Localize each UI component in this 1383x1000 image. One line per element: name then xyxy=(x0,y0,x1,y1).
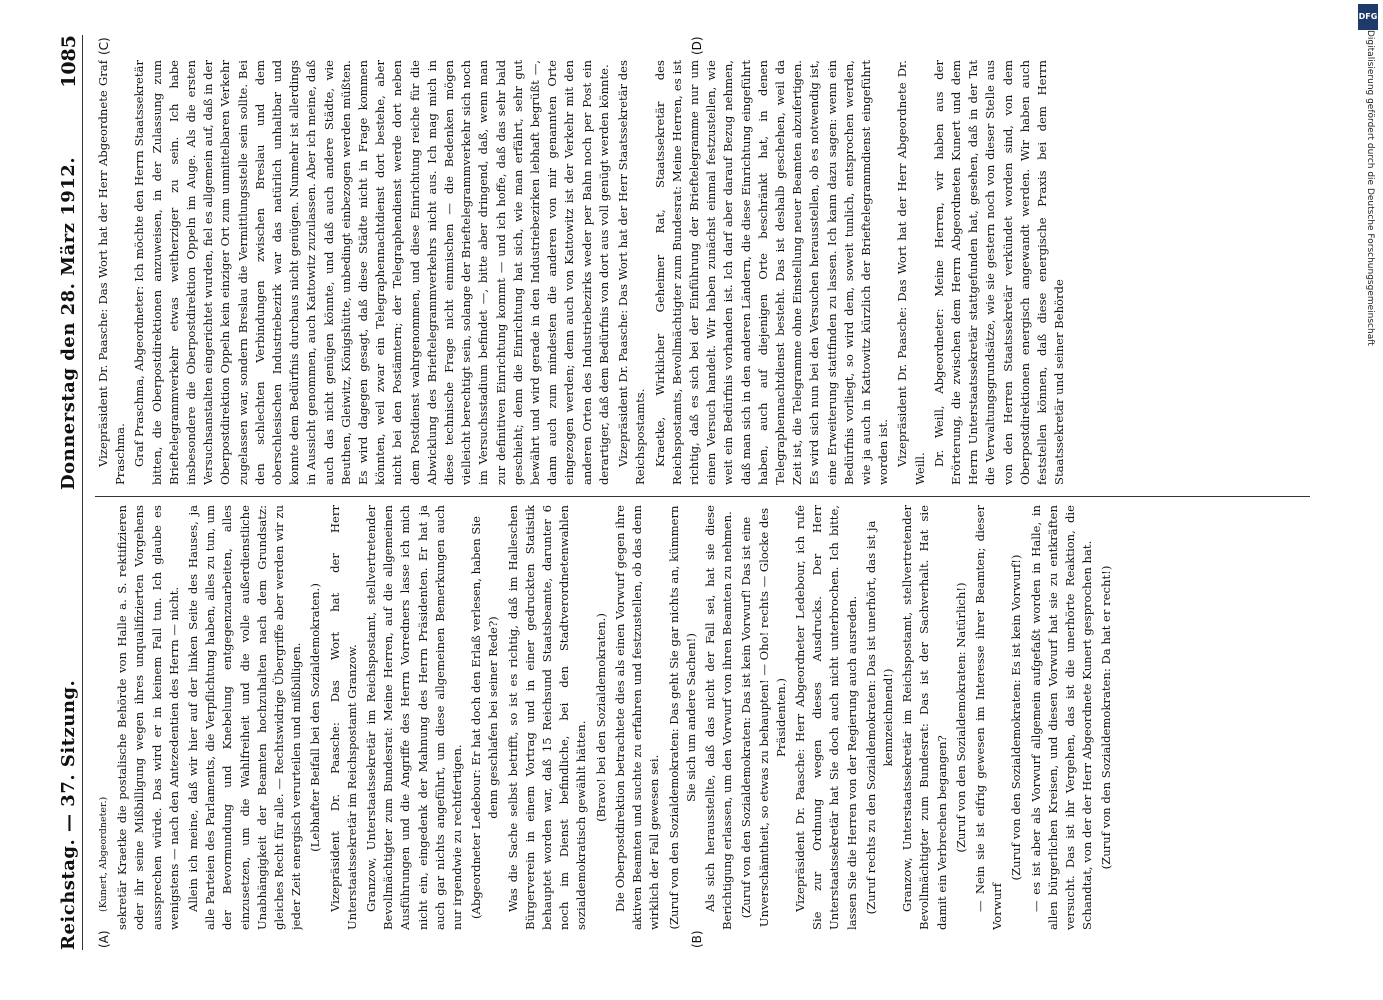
paragraph: Vizepräsident Dr. Paasche: Das Wort hat der Herr Unterstaatssekretär im Reichspostamt Granzow. xyxy=(327,505,359,930)
page-header xyxy=(58,35,83,950)
paragraph: Die Oberpostdirektion betrachtete dies als einen Vorwurf gegen ihre aktiven Beamten und suchte zu erfahren und festzustellen, ob das denn wirklich der Fall gewesen sei. xyxy=(612,505,662,930)
column-divider xyxy=(95,496,1310,497)
right-text-column xyxy=(95,60,1335,485)
paragraph: Dr. Weill, Abgeordneter: Meine Herren, wir haben aus der Erörterung, die zwischen dem Herrn Abgeordneten Kunert und dem Herrn Unterstaatssekretär stattgefunden hat, gesehen, daß in der Tat die Verwaltungsgrundsätze, wie sie gestern noch von dieser Stelle aus von den Herren Staatssekretär verkündet worden sind, von dem Oberpostdirektionen energisch angewandt werden. Wir haben auch feststellen können, daß diese energische Praxis bei dem Herrn Staatssekretär und seiner Behörde xyxy=(931,60,1067,485)
paragraph: Was die Sache selbst betrifft, so ist es richtig, daß im Halleschen Bürgerverein in einem Vortrag und in einer gedruckten Statistik behauptet worden war, daß 15 Reichsund Staatsbeamte, darunter 6 noch im Dienst befindliche, bei den Stadtverordnetenwahlen sozialdemokratisch gewählt hätten. xyxy=(505,505,589,930)
paragraph: Granzow, Unterstaatssekretär im Reichspostamt, stellvertretender Bevollmächtigter zum Bundesrat: Meine Herren, auf die allgemeinen Ausführungen und die Angriffe des Herrn Vorredners lasse ich mich nicht ein, eingedenk der Mahnung des Herrn Präsidenten. Er hat ja auch gar nichts angeführt, um diese allgemeinen Bemerkungen auch nur irgendwie zu rechtfertigen. xyxy=(364,505,465,930)
margin-marker-d: (D) xyxy=(690,36,704,55)
paragraph: Allein ich meine, daß wir hier auf der linken Seite des Hauses, ja alle Parteien des Parlaments, die Verpflichtung haben, alles zu tun, um der Bevormundung und Knebelung entgegenzuarbeiten, alles einzusetzen, um die Wahlfreiheit und die volle außerdienstliche Unabhängigkeit der Beamten hochzuhalten nach dem Grundsatz: gleiches Recht für alle. — Rechtswidrige Übergriffe aber werden wir zu jeder Zeit energisch verurteilen und mißbilligen. xyxy=(186,505,304,930)
paragraph: (Bravo! bei den Sozialdemokraten.) xyxy=(593,613,608,822)
paragraph: (Zuruf rechts zu den Sozialdemokraten: Das ist unerhört, das ist ja kennzeichnend!) xyxy=(863,520,895,915)
paragraph: (Lebhafter Beifall bei den Sozialdemokraten.) xyxy=(308,583,323,852)
paragraph: Vizepräsident Dr. Paasche: Das Wort hat der Herr Abgeordnete Graf Praschma. xyxy=(96,60,128,485)
paragraph: Als sich herausstellte, daß das nicht der Fall sei, hat sie diese Berichtigung erlassen, um den Vorwurf von ihren Beamten zu nehmen. xyxy=(702,505,735,930)
paragraph: (Zuruf von den Sozialdemokraten: Da hat er recht!) xyxy=(1099,565,1114,870)
paragraph: Graf Praschma, Abgeordneter: Ich möchte den Herrn Staatssekretär bitten, die Oberpostdirektionen anzuweisen, in der Zulassung zum Brieftelegrammverkehr etwas weitherziger zu sein. Ich habe insbesondere die Oberpostdirektion Oppeln im Auge. Als die ersten Versuchsanstalten eingerichtet wurden, fiel es allgemein auf, daß in der Oberpostdirektion Oppeln kein einziger Ort zum unmittelbaren Verkehr zugelassen war, sondern Breslau die Vermittlungsstelle sein sollte. Bei den schlechten Verbindungen zwischen Breslau und dem oberschlesischen Industriebezirk war das natürlich unhaltbar und konnte dem Bedürfnis durchaus nicht genügen. Nunmehr ist allerdings in Aussicht genommen, auch Kattowitz zuzulassen. Aber ich meine, daß auch das nicht genügen könnte, und daß auch andere Städte, wie Beuthen, Gleiwitz, Königshütte, unbedingt einbezogen werden müßten. Es wird dagegen gesagt, daß diese Städte nicht in Frage kommen könnten, weil zwar ein Telegraphennachtdienst dort bestehe, aber nicht bei den Postämtern; der Telegraphendienst werde dort neben dem Postdienst wahrgenommen, und diese Einrichtung reiche für die Abwicklung des Brieftelegrammverkehrs nicht aus. Ich mag mich in diese technische Frage nicht einmischen — die Bedenken mögen vielleicht berechtigt sein, solange der Brieftelegrammverkehr sich noch im Versuchsstadium befindet —, bitte aber dringend, daß, wenn man zur definitiven Einrichtung kommt — und ich hoffe, daß das sehr bald geschieht; denn die Einrichtung hat sich, wie man erfährt, sehr gut bewährt und wird gerade in den Industriebezirken lebhaft begrüßt —, dann auch zum mindesten die anderen von mir genannten Orte eingezogen werden; denn auch von Kattowitz ist der Verkehr mit den anderen Orten des Industriebezirks weder per Bahn noch per Post ein derartiger, daß dem Bedürfnis von dort aus voll genügt werden könnte. xyxy=(132,60,611,485)
paragraph: Granzow, Unterstaatssekretär im Reichspostamt, stellvertretender Bevollmächtigter zum Bundesrat: Das ist der Sachverhalt. Hat sie damit ein Verbrechen begangen? xyxy=(900,505,949,930)
paragraph: (Abgeordneter Ledebour: Er hat doch den Erlaß verlesen, haben Sie denn geschlafen bei seiner Rede?) xyxy=(469,516,501,919)
credit-text: Digitalisierung gefördert durch die Deutsche Forschungsgemeinschaft xyxy=(1365,30,1375,346)
paragraph: (Zuruf von den Sozialdemokraten: Das geht Sie gar nichts an, kümmern Sie sich um andere Sachen!) xyxy=(666,505,698,930)
paragraph: (Zuruf von den Sozialdemokraten: Das ist kein Vorwurf! Das ist eine Unverschämtheit, so etwas zu behaupten! — Oho! rechts — Glocke des Präsidenten.) xyxy=(739,507,788,928)
paragraph: sekretär Kraetke die postalische Behörde von Halle a. S. rektifizieren oder ihr seine Mißbilligung wegen ihres unqualifizierten Vorgehens aussprechen würde. Das wird er in keinem Fall tun. Ich glaube es wenigstens — nach den Antezedentien des Herrn — nicht. xyxy=(115,505,181,930)
side-credit xyxy=(1353,0,1383,1000)
paragraph: (Zuruf von den Sozialdemokraten: Natürlich!) xyxy=(953,582,968,853)
margin-marker-c: (C) xyxy=(97,37,111,55)
header-title: Reichstag. — 37. Sitzung. xyxy=(58,679,79,950)
paragraph: (Zuruf von den Sozialdemokraten: Es ist kein Vorwurf!) xyxy=(1009,554,1024,881)
paragraph: — es ist aber als Vorwurf allgemein aufgefaßt worden in Halle, in allen bürgerlichen Kreisen, und diesen Vorwurf hat sie zu entkräften versucht. Das ist ihr Vergehen, das ist die unerhörte Reaktion, die Schandtat, von der der Herr Abgeordnete Kunert gesprochen hat. xyxy=(1028,505,1095,930)
margin-marker-b: (B) xyxy=(690,930,704,948)
paragraph: Vizepräsident Dr. Paasche: Herr Abgeordneter Ledebour, ich rufe Sie zur Ordnung wegen dieses Ausdrucks. Der Herr Unterstaatssekretär hat Sie doch auch nicht unterbrochen. Ich bitte, lassen Sie die Herren von der Regierung auch ausreden. xyxy=(792,505,859,930)
margin-marker-a: (A) xyxy=(97,930,111,948)
left-text-column xyxy=(95,505,1335,930)
paragraph: Vizepräsident Dr. Paasche: Das Wort hat der Herr Staatssekretär des Reichspostamts. xyxy=(616,60,648,485)
dfg-logo: DFG xyxy=(1358,4,1378,30)
page-number: 1085 xyxy=(58,35,80,88)
paragraph: Vizepräsident Dr. Paasche: Das Wort hat der Herr Abgeordnete Dr. Weill. xyxy=(895,60,927,485)
paragraph: (Kunert, Abgeordneter.) xyxy=(98,796,109,912)
paragraph: — Nein sie ist eifrig gewesen im Interesse ihrer Beamten; dieser Vorwurf xyxy=(972,505,1005,930)
header-date: Donnerstag den 28. März 1912. xyxy=(58,156,79,490)
paragraph: Kraetke, Wirklicher Geheimer Rat, Staatssekretär des Reichspostamts, Bevollmächtigter zum Bundesrat: Meine Herren, es ist richtig, daß es sich bei der Einführung der Brieftelegramme nur um einen Versuch handelt. Wir haben zunächst einmal festzustellen, wie weit ein Bedürfnis vorhanden ist. Ich darf aber darauf Bezug nehmen, daß man sich in den anderen Ländern, die diese Einrichtung eingeführt haben, auch auf diejenigen Orte beschränkt hat, in denen Telegraphennachtdienst besteht. Das ist deshalb geschehen, weil da Zeit ist, die Telegramme ohne Einstellung neuer Beamten abzufertigen. Es wird sich nun bei den Versuchen herausstellen, ob es notwendig ist, eine Erweiterung stattfinden zu lassen. Ich kann dazu sagen: wenn ein Bedürfnis vorliegt, so wird dem, soweit tunlich, entsprochen werden, wie ja auch in Kattowitz kürzlich der Brieftelegrammdienst eingeführt worden ist. xyxy=(652,60,891,485)
